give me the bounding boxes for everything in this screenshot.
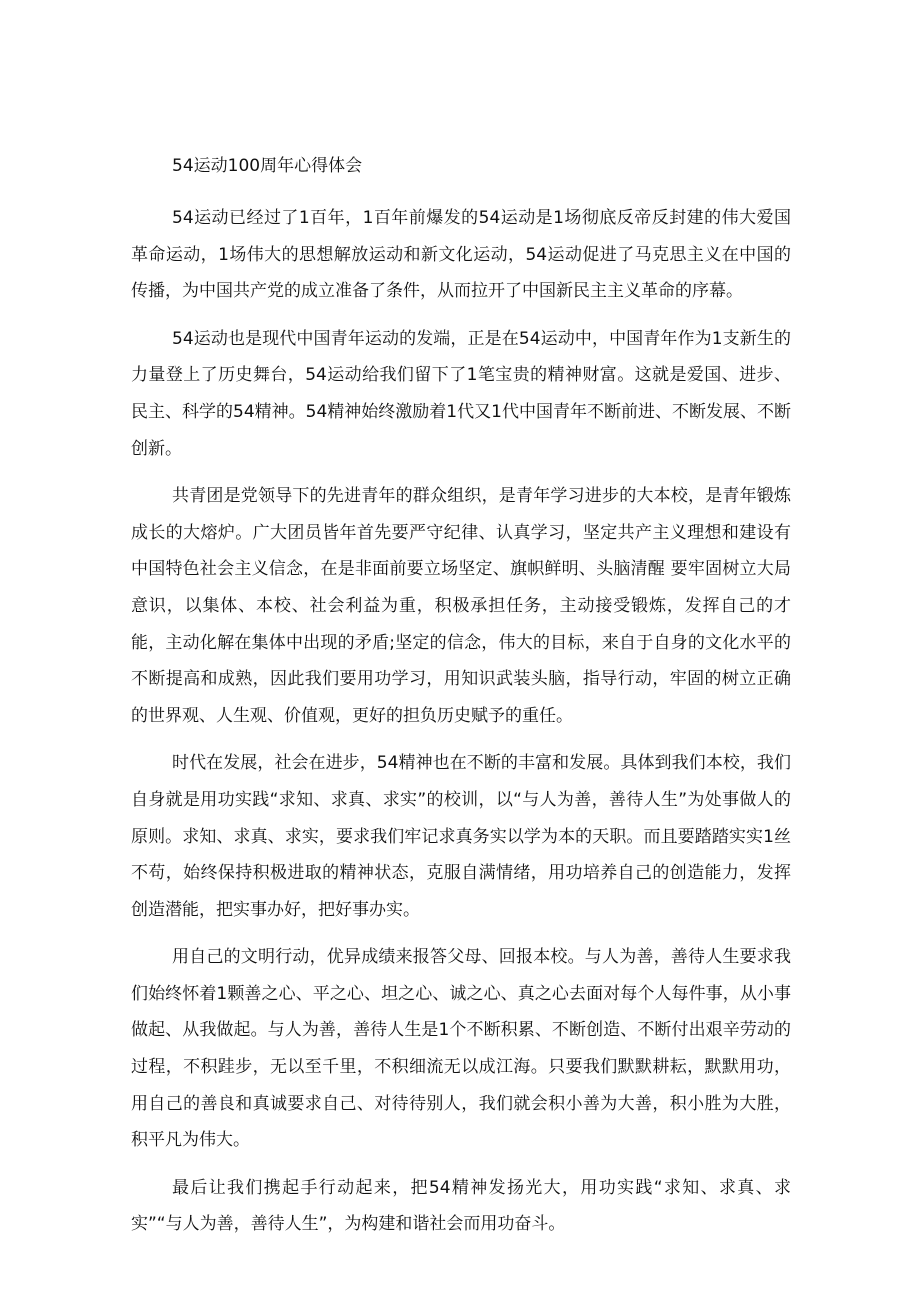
paragraph-2: 54运动也是现代中国青年运动的发端，正是在54运动中，中国青年作为1支新生的力量登上了历史舞台，54运动给我们留下了1笔宝贵的精神财富。这就是爱国、进步、民主、科学的54精神。54精神始终激励着1代又1代中国青年不断前进、不断发展、不断创新。 (131, 328, 791, 459)
paragraph-1: 54运动已经过了1百年，1百年前爆发的54运动是1场彻底反帝反封建的伟大爱国革命运动，1场伟大的思想解放运动和新文化运动，54运动促进了马克思主义在中国的传播，为中国共产党的成立准备了条件，从而拉开了中国新民主主义革命的序幕。 (131, 208, 791, 302)
document-body (131, 200, 791, 1254)
paragraph-5: 用自己的文明行动，优异成绩来报答父母、回报本校。与人为善，善待人生要求我们始终怀着1颗善之心、平之心、坦之心、诚之心、真之心去面对每个人每件事，从小事做起、从我做起。与人为善，善待人生是1个不断积累、不断创造、不断付出艰辛劳动的过程，不积跬步，无以至千里，不积细流无以成江海。只要我们默默耕耘，默默用功，用自己的善良和真诚要求自己、对待待别人，我们就会积小善为大善，积小胜为大胜，积平凡为伟大。 (131, 947, 791, 1151)
document-title: 54运动100周年心得体会 (172, 156, 363, 176)
paragraph-4: 时代在发展，社会在进步，54精神也在不断的丰富和发展。具体到我们本校，我们自身就是用功实践“求知、求真、求实”的校训，以“与人为善，善待人生”为处事做人的原则。求知、求真、求实，要求我们牢记求真务实以学为本的天职。而且要踏踏实实1丝不苟，始终保持积极进取的精神状态，克服自满情绪，用功培养自己的创造能力，发挥创造潜能，把实事办好，把好事办实。 (131, 753, 791, 920)
paragraph-6: 最后让我们携起手行动起来，把54精神发扬光大，用功实践“求知、求真、求实”“与人为善，善待人生”，为构建和谐社会而用功奋斗。 (131, 1177, 791, 1235)
paragraph-3: 共青团是党领导下的先进青年的群众组织，是青年学习进步的大本校，是青年锻炼成长的大熔炉。广大团员皆年首先要严守纪律、认真学习，坚定共产主义理想和建设有中国特色社会主义信念，在是非面前要立场坚定、旗帜鲜明、头脑清醒 要牢固树立大局意识，以集体、本校、社会利益为重，积极承担任务，主动接受锻炼，发挥自己的才能，主动化解在集体中出现的矛盾;坚定的信念，伟大的目标，来自于自身的文化水平的不断提高和成熟，因此我们要用功学习，用知识武装头脑，指导行动，牢固的树立正确的世界观、人生观、价值观，更好的担负历史赋予的重任。 (131, 486, 791, 726)
